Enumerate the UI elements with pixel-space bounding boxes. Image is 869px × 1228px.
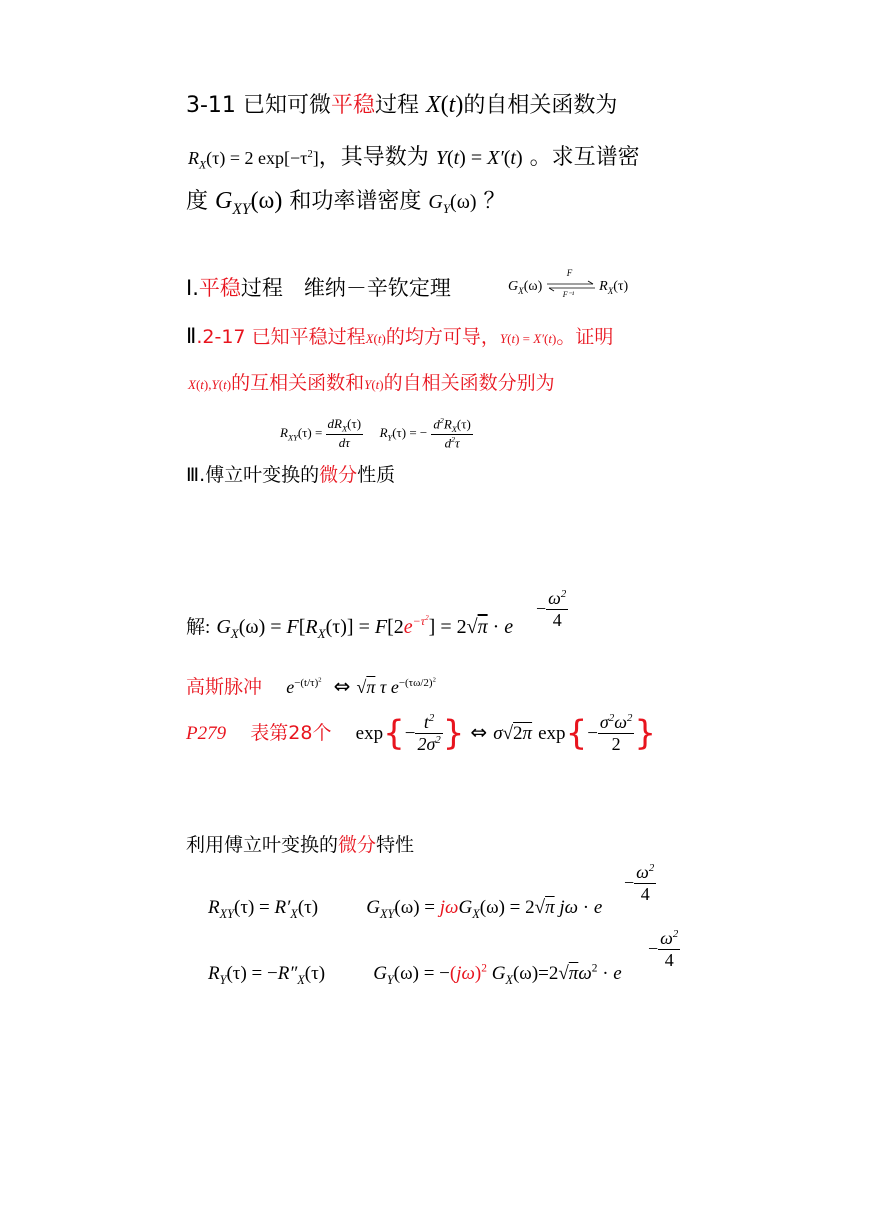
cross-spectrum-exponent: − $\frac{\omega^2}{4}$: [624, 862, 655, 904]
differentiation-heading: 利用傅立叶变换的微分特性: [186, 834, 415, 856]
table-ref-line: P279 表第28个 exp{− $\frac{t^2}{2\sigma^2}$ } ⇔ $\sigma√2\overline{\pi}$ exp{− $\frac{\sigma^2\omega^2}{2}$ }: [186, 712, 656, 754]
problem-line-2: $R_X(\tau) = 2$ $\exp[-\tau^2]$，其导数为 Y(t) = X′(t) 。求互谱密: [188, 145, 640, 172]
power-spectrum-line: $R_Y(\tau) = -R''_X(\tau) G_Y(\omega) = -(j\omega)^2$ $G_X(\omega)=2√\pi\omega^2 \cdot e$: [208, 962, 622, 987]
point-2-line-1: Ⅱ.2-17 已知平稳过程X(t)的均方可导，Y(t) = X′(t)。证明: [186, 324, 614, 348]
point-2-formulas: $R_{XY}(\tau)$ = $\frac{dR_X(\tau)}{d\tau}$ $R_Y(\tau)$ = − $\frac{d^2R_X(\tau)}{d^2\tau}$: [280, 416, 471, 451]
solution-exponent: − $\frac{\omega^2}{4}$: [536, 588, 567, 630]
problem-line-1: 3-11 已知可微平稳过程 X(t)的自相关函数为: [186, 92, 618, 118]
problem-number: 3-11: [186, 93, 236, 118]
point-1: Ⅰ.平稳过程 维纳－辛钦定理: [186, 276, 451, 300]
transform-arrows: F F⁻¹: [547, 276, 595, 296]
gaussian-pulse-line: 高斯脉冲 $e^{-(t/\tau)^2}$ ⇔ √π τ $e^{-(\tau\omega/2)^2}$: [186, 674, 436, 698]
problem-line-3: 度 $G_{XY}(\omega)$ 和功率谱密度 $G_Y(\omega)$ ？: [186, 188, 506, 218]
point-2-line-2: X(t),Y(t)的互相关函数和Y(t)的自相关函数分别为: [188, 372, 555, 394]
point-3: Ⅲ.傅立叶变换的微分性质: [186, 464, 396, 486]
wiener-khinchin-relation: $G_X(\omega)$ F F⁻¹ $R_X(\tau)$: [508, 268, 629, 299]
power-spectrum-exponent: − $\frac{\omega^2}{4}$: [648, 928, 679, 970]
cross-spectrum-line: $R_{XY}(\tau) = R'_X(\tau) G_{XY}(\omega) = j\omega G_X(\omega) = 2√\pi$ jω · e: [208, 897, 603, 921]
solution-line: 解: $G_X(\omega) = F[R_X(\tau)] = F[2e^{-\tau^2}] = 2√\pi \cdot e$: [186, 614, 514, 641]
